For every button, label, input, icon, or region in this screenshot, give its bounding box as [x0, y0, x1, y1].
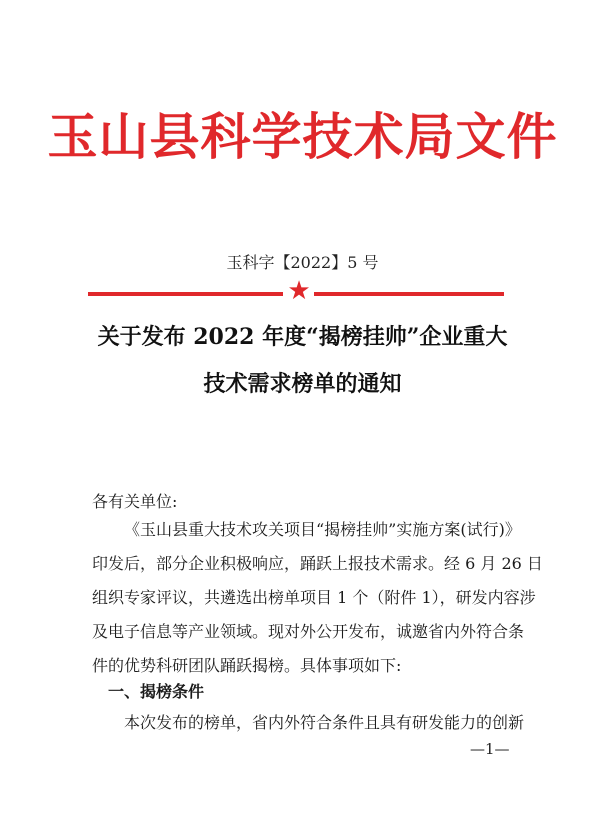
issuer-title: 玉山县科学技术局文件: [47, 107, 558, 166]
paragraph-line: 印发后，部分企业积极响应，踊跃上报技术需求。经 6 月 26 日: [92, 554, 543, 573]
paragraph-line: 本次发布的榜单，省内外符合条件且具有研发能力的创新: [124, 713, 525, 732]
paragraph-line: 件的优势科研团队踊跃揭榜。具体事项如下:: [92, 656, 402, 675]
salutation: 各有关单位:: [92, 492, 178, 511]
page-number: —1—: [470, 740, 510, 758]
notice-title-line2: 技术需求榜单的通知: [203, 371, 402, 397]
red-rule-left: [88, 292, 283, 296]
paragraph-intro: [92, 513, 543, 683]
paragraph-conditions: [92, 706, 525, 740]
section-heading-conditions: 一、揭榜条件: [108, 682, 205, 701]
paragraph-line: 及电子信息等产业领域。现对外公开发布，诚邀省内外符合条: [92, 622, 525, 641]
notice-title-line1: 关于发布 2022 年度“揭榜挂帅”企业重大: [97, 324, 508, 350]
document-number: 玉科字【2022】5 号: [226, 253, 379, 272]
paragraph-line: 组织专家评议，共遴选出榜单项目 1 个（附件 1），研发内容涉: [92, 588, 536, 607]
star-icon: ★: [287, 276, 311, 306]
red-rule-right: [314, 292, 504, 296]
paragraph-line: 《玉山县重大技术攻关项目“揭榜挂帅”实施方案(试行)》: [124, 520, 521, 539]
